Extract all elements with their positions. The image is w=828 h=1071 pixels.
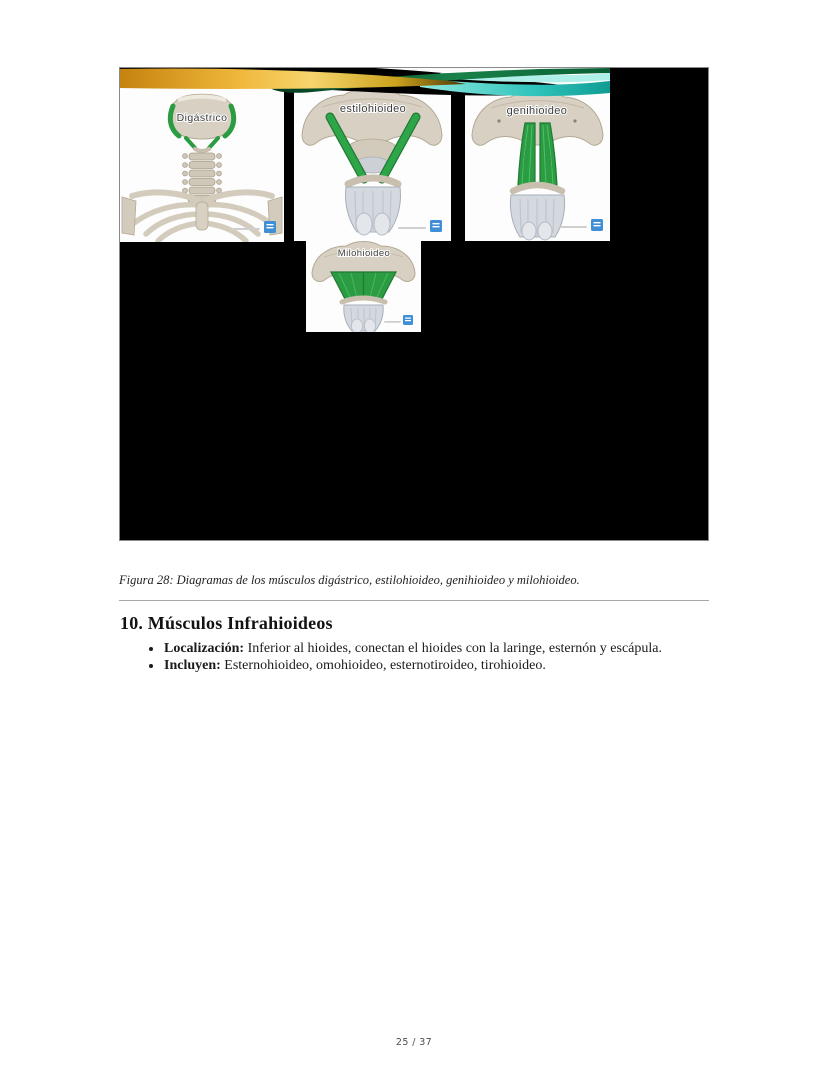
publisher-logo-icon (591, 219, 603, 231)
panel-label: estilohioideo (339, 103, 407, 115)
bullet-term: Incluyen: (164, 658, 221, 673)
watermark-text (398, 227, 426, 229)
milohioideo-illustration (306, 239, 421, 332)
panel-label: Milohioideo (337, 248, 391, 259)
publisher-logo-icon (430, 220, 442, 232)
digastrico-illustration (120, 85, 284, 242)
section-bullet-list (119, 640, 681, 674)
panel-estilohioideo (294, 83, 451, 241)
watermark-text (561, 226, 587, 228)
bullet-term: Localización: (164, 641, 245, 656)
panel-milohioideo (306, 239, 421, 332)
watermark-text (384, 321, 401, 323)
figure-caption: Figura 28: Diagramas de los músculos digástrico, estilohioideo, genihioideo y milohioideo. (119, 573, 580, 587)
bullet-text: Inferior al hioides, conectan el hioides con la laringe, esternón y escápula. (247, 641, 663, 656)
bullet-incluyen (163, 657, 681, 674)
section-divider (119, 600, 709, 601)
panel-genihioideo (465, 85, 610, 241)
estilohioideo-illustration (294, 83, 451, 241)
bullet-text: Esternohioideo, omohioideo, esternotiroideo, tirohioideo. (224, 658, 546, 673)
figure-image (119, 67, 709, 541)
slide-banner-decoration (120, 68, 610, 106)
publisher-logo-icon (264, 221, 276, 233)
publisher-logo-icon (403, 315, 413, 325)
panel-label: genihioideo (506, 105, 568, 117)
page-number: 25 / 37 (395, 1037, 433, 1048)
bullet-localizacion (163, 640, 681, 657)
panel-digastrico (120, 85, 284, 242)
section-heading: 10. Músculos Infrahioideos (120, 613, 333, 633)
panel-label: Digástrico (176, 112, 228, 124)
watermark-text (232, 228, 260, 230)
genihioideo-illustration (465, 85, 610, 241)
